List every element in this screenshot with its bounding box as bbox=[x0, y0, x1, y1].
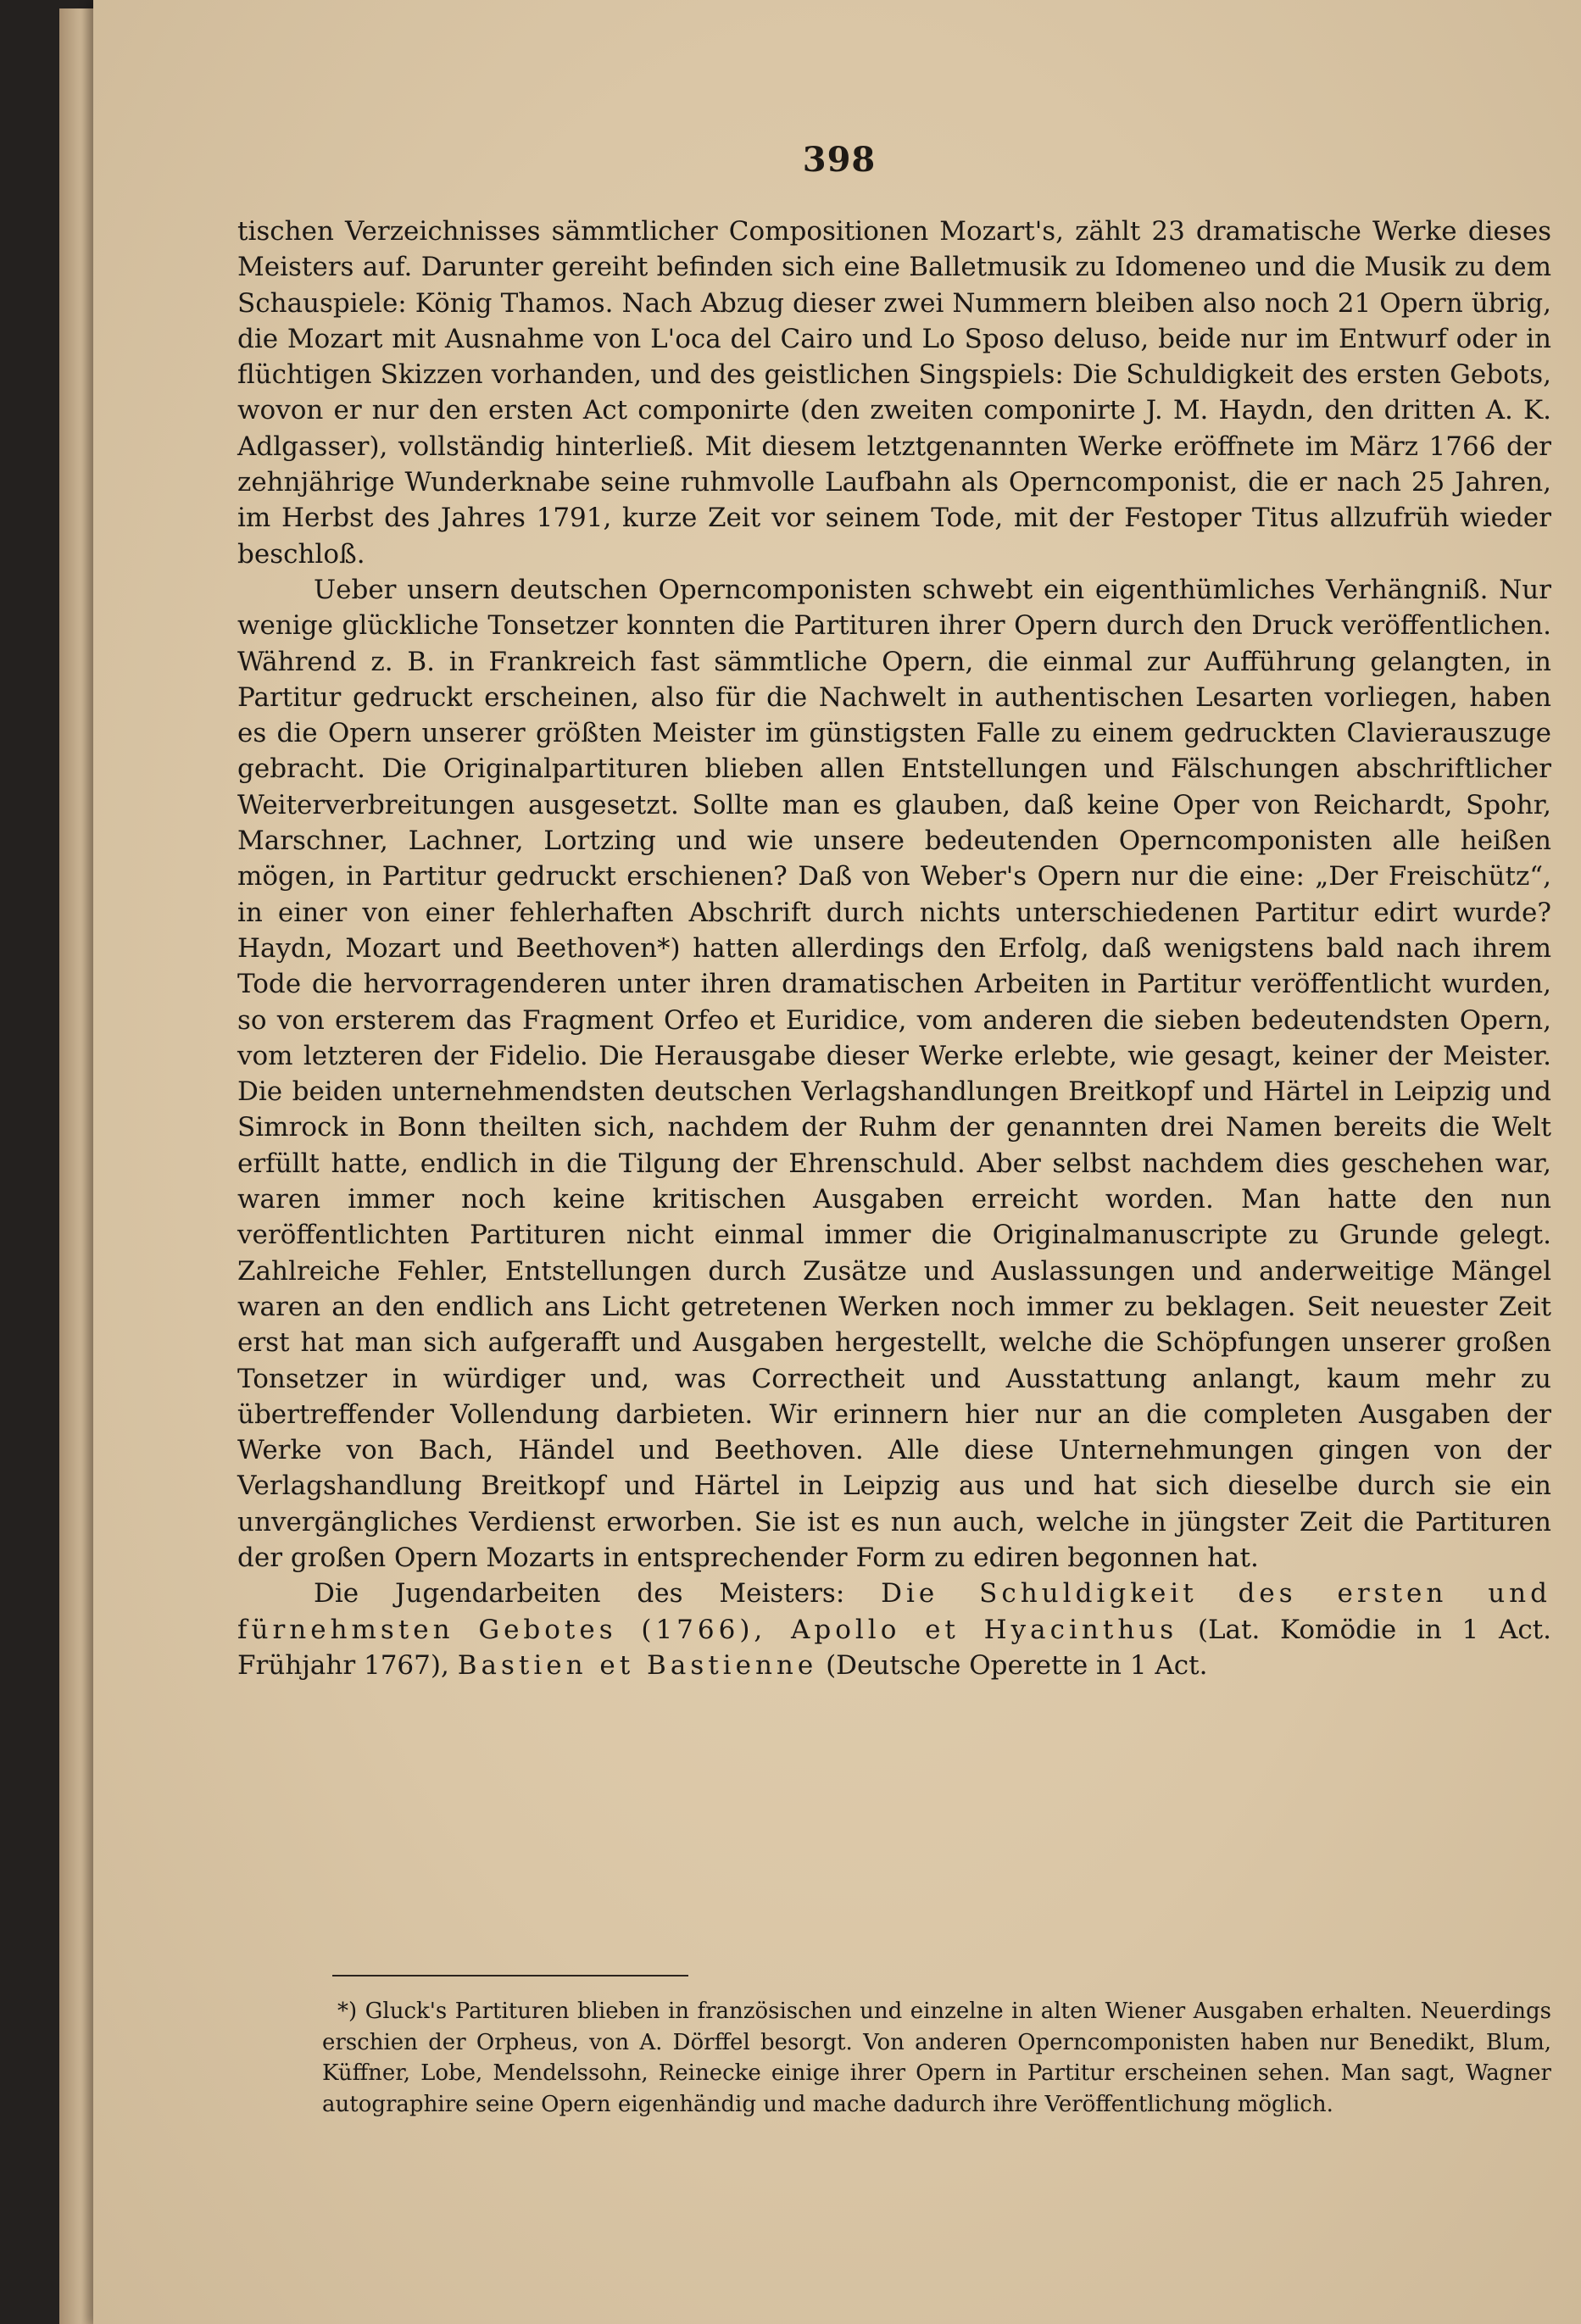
paragraph-3-rest: (Lat. Komödie in 1 Act. Frühjahr 1767), bbox=[237, 1614, 1551, 1681]
page-number: 398 bbox=[802, 140, 877, 180]
footnote-divider bbox=[332, 1975, 688, 1977]
paragraph-1: tischen Verzeichnisses sämmtlicher Compositionen Mozart's, zählt 23 dramatische Werke dieses Meisters auf. Darunter gereiht befinden sich eine Balletmusik zu Idomeneo und die Musik zu dem Schauspiele: König Thamos. Nach Abzug dieser zwei Nummern bleiben also noch 21 Opern übrig, die Mozart mit Ausnahme von L'oca del Cairo und Lo Sposo deluso, beide nur im Entwurf oder in flüchtigen Skizzen vorhanden, und des geistlichen Singspiels: Die Schuldigkeit des ersten Gebots, wovon er nur den ersten Act componirte (den zweiten componirte J. M. Haydn, den dritten A. K. Adlgasser), vollständig hinterließ. Mit diesem letztgenannten Werke eröffnete im März 1766 der zehnjährige Wunderknabe seine ruhmvolle Laufbahn als Operncomponist, die er nach 25 Jahren, im Herbst des Jahres 1791, kurze Zeit vor seinem Tode, mit der Festoper Titus allzufrüh wieder beschloß. bbox=[237, 216, 1551, 570]
book-page bbox=[93, 0, 1581, 2324]
body-text bbox=[237, 214, 1551, 1683]
paragraph-3-title-2: Bastien et Bastienne bbox=[457, 1649, 818, 1681]
paragraph-3-end: (Deutsche Operette in 1 Act. bbox=[817, 1649, 1208, 1681]
paragraph-2: Ueber unsern deutschen Operncomponisten schwebt ein eigenthümliches Verhängniß. Nur wenige glückliche Tonsetzer konnten die Partituren ihrer Opern durch den Druck veröffentlichen. Während z. B. in Frankreich fast sämmtliche Opern, die einmal zur Aufführung gelangten, in Partitur gedruckt erscheinen, also für die Nachwelt in authentischen Lesarten vorliegen, haben es die Opern unserer größten Meister im günstigsten Falle zu einem gedruckten Clavierauszuge gebracht. Die Originalpartituren blieben allen Entstellungen und Fälschungen abschriftlicher Weiterverbreitungen ausgesetzt. Sollte man es glauben, daß keine Oper von Reichardt, Spohr, Marschner, Lachner, Lortzing und wie unsere bedeutenden Operncomponisten alle heißen mögen, in Partitur gedruckt erschienen? Daß von Weber's Opern nur die eine: „Der Freischütz“, in einer von einer fehlerhaften Abschrift durch nichts unterschiedenen Partitur edirt wurde? Haydn, Mozart und Beethoven*) hatten allerdings den Erfolg, daß wenigstens bald nach ihrem Tode die hervorragenderen unter ihren dramatischen Arbeiten in Partitur veröffentlicht wurden, so von ersterem das Fragment Orfeo et Euridice, vom anderen die sieben bedeutendsten Opern, vom letzteren der Fidelio. Die Herausgabe dieser Werke erlebte, wie gesagt, keiner der Meister. Die beiden unternehmendsten deutschen Verlagshandlungen Breitkopf und Härtel in Leipzig und Simrock in Bonn theilten sich, nachdem der Ruhm der genannten drei Namen bereits die Welt erfüllt hatte, endlich in die Tilgung der Ehrenschuld. Aber selbst nachdem dies geschehen war, waren immer noch keine kritischen Ausgaben erreicht worden. Man hatte den nun veröffentlichten Partituren nicht einmal immer die Originalmanuscripte zu Grunde gelegt. Zahlreiche Fehler, Entstellungen durch Zusätze und Auslassungen und anderweitige Mängel waren an den endlich ans Licht getretenen Werken noch immer zu beklagen. Seit neuester Zeit erst hat man sich aufgerafft und Ausgaben hergestellt, welche die Schöpfungen unserer großen Tonsetzer in würdiger und, was Correctheit und Ausstattung anlangt, kaum mehr zu übertreffender Vollendung darbieten. Wir erinnern hier nur an die completen Ausgaben der Werke von Bach, Händel und Beethoven. Alle diese Unternehmungen gingen von der Verlagshandlung Breitkopf und Härtel in Leipzig aus und hat sich dieselbe durch sie ein unvergängliches Verdienst erworben. Sie ist es nun auch, welche in jüngster Zeit die Partituren der großen Opern Mozarts in entsprechender Form zu ediren begonnen hat. bbox=[237, 574, 1551, 1573]
paragraph-3-title: Die Schuldigkeit des ersten und fürnehmsten Gebotes (1766), Apollo et Hyacinthus bbox=[237, 1578, 1551, 1645]
paragraph-3 bbox=[237, 1576, 1551, 1683]
paragraph-3-lead: Die Jugendarbeiten des Meisters: bbox=[314, 1578, 882, 1610]
footnotes bbox=[322, 1996, 1551, 2120]
footnote-1: *) Gluck's Partituren blieben in französischen und einzelne in alten Wiener Ausgaben erhalten. Neuerdings erschien der Orpheus, von A. Dörffel besorgt. Von anderen Operncomponisten haben nur Benedikt, Blum, Küffner, Lobe, Mendelssohn, Reinecke einige ihrer Opern in Partitur erscheinen sehen. Man sagt, Wagner autographire seine Opern eigenhändig und mache dadurch ihre Veröffentlichung möglich. bbox=[322, 1999, 1551, 2117]
